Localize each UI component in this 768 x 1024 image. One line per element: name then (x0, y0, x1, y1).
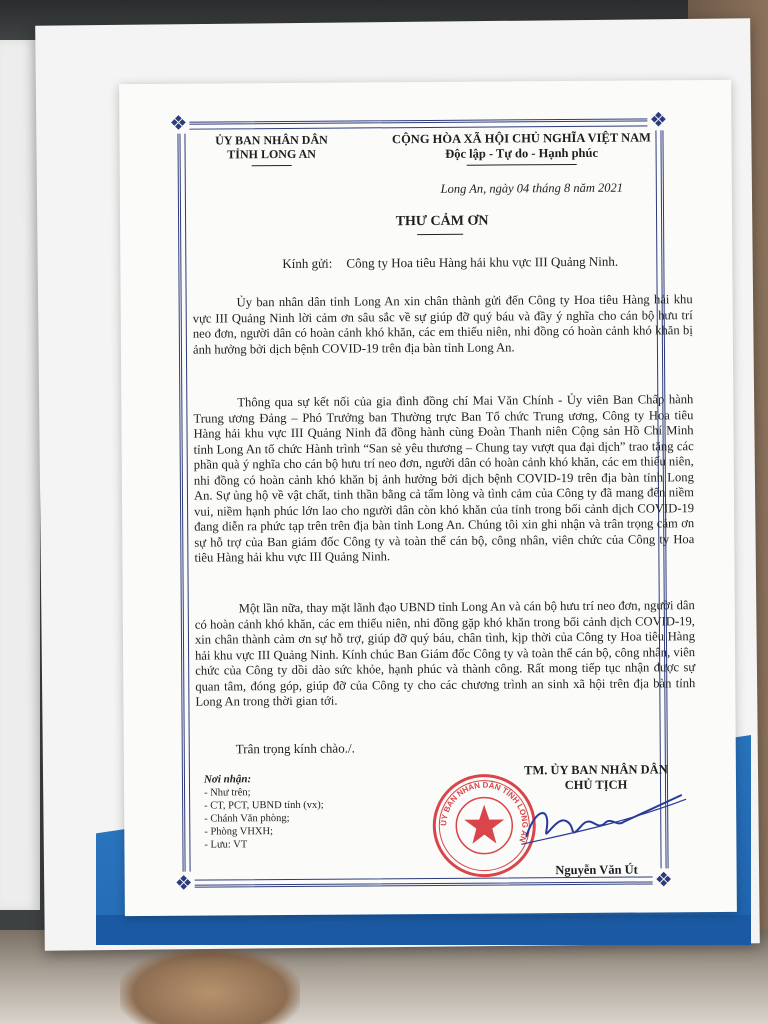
body-paragraph-1: Ủy ban nhân dân tỉnh Long An xin chân thành gửi đến Công ty Hoa tiêu Hàng hải khu vực III Quảng Ninh lời cảm ơn sâu sắc về sự giúp đỡ quý báu và đầy ý nghĩa cho cán bộ hưu trí neo đơn, người dân có hoàn cảnh khó khăn, các em thiếu niên, nhi đồng có hoàn cảnh khó khăn bị ảnh hưởng bởi dịch bệnh COVID-19 trên địa bàn tỉnh Long An. (192, 292, 693, 357)
recipient-item: - CT, PCT, UBND tỉnh (vx); (204, 799, 324, 812)
border-corner-ornament-icon: ❖ (647, 108, 669, 130)
recipient-item: - Chánh Văn phòng; (204, 812, 290, 825)
signature-title-line2: CHỦ TỊCH (564, 777, 628, 793)
greeting-recipient: Công ty Hoa tiêu Hàng hải khu vực III Quảng Ninh. (346, 253, 619, 271)
background-hand (120, 948, 300, 1024)
seal-text: ỦY BAN NHÂN DÂN TỈNH LONG AN (439, 780, 530, 844)
border-corner-ornament-icon: ❖ (167, 112, 189, 134)
letter-date: Long An, ngày 04 tháng 8 năm 2021 (440, 180, 624, 196)
body-paragraph-3: Một lần nữa, thay mặt lãnh đạo UBND tỉnh Long An và cán bộ hưu trí neo đơn, người dân có hoàn cảnh khó khăn, các em thiếu niên, nhi đồng gặp khó khăn trong bối cảnh dịch COVID-19, xin chân thành cảm ơn sự hỗ trợ, giúp đỡ quý báu, chân tình, kịp thời của Công ty Hoa tiêu Hàng hải khu vực III Quảng Ninh. Kính chúc Ban Giám đốc Công ty và toàn thể cán bộ, công nhân, viên chức của Công ty dồi dào sức khỏe, hạnh phúc và thành công. Rất mong tiếp tục nhận được sự quan tâm, đóng góp, giúp đỡ của Công ty cho các chương trình an sinh xã hội trên địa bàn tỉnh Long An trong thời gian tới. (194, 598, 696, 709)
closing-line: Trân trọng kính chào./. (235, 740, 355, 757)
recipient-item: - Phòng VHXH; (204, 826, 274, 838)
folder-blue-stripe (96, 915, 751, 945)
letter-title: THƯ CẢM ƠN (395, 213, 489, 230)
signer-name: Nguyễn Văn Út (555, 862, 638, 878)
body-paragraph-2: Thông qua sự kết nối của gia đình đồng chí Mai Văn Chính - Ủy viên Ban Chấp hành Trung ương Đảng – Phó Trưởng ban Thường trực Ban Tổ chức Trung ương, Công ty Hoa tiêu Hàng hải khu vực III Quảng Ninh đã đồng hành cùng Đoàn Thanh niên Cộng sản Hồ Chí Minh tỉnh Long An tổ chức Hành trình “San sẻ yêu thương – Chung tay vượt qua đại dịch” trao tặng các phần quà ý nghĩa cho cán bộ hưu trí neo đơn, người dân có hoàn cảnh khó khăn, các em thiếu niên, nhi đồng có hoàn cảnh khó khăn bị ảnh hưởng bởi dịch bệnh COVID-19 trên địa bàn tỉnh Long An. Sự ủng hộ về vật chất, tinh thần bằng cả tấm lòng và tình cảm của Công ty đã mang đến niềm vui, niềm hạnh phúc lớn lao cho người dân còn khó khăn của tỉnh trong bối cảnh dịch COVID-19 đang diễn ra phức tạp trên trên địa bàn tỉnh Long An. Chúng tôi xin ghi nhận và trân trọng cảm ơn sự hỗ trợ của Ban giám đốc Công ty và toàn thể cán bộ, công nhân, viên chức của Công ty Hoa tiêu Hàng hải khu vực III Quảng Ninh. (193, 392, 695, 565)
border-corner-ornament-icon: ❖ (653, 868, 675, 890)
agency-line2: TỈNH LONG AN (227, 146, 316, 162)
greeting-label: Kính gửi: (282, 255, 333, 272)
recipient-item: - Lưu: VT (204, 839, 248, 851)
nation-motto: Độc lập - Tự do - Hạnh phúc (445, 145, 599, 161)
recipients-heading: Nơi nhận: (203, 773, 252, 786)
folder-left-flap (0, 40, 40, 910)
nation-header (351, 130, 691, 166)
agency-header (191, 133, 351, 167)
handwritten-signature (496, 785, 696, 856)
nation-line1: CỘNG HÒA XÃ HỘI CHỦ NGHĨA VIỆT NAM (391, 130, 652, 147)
agency-line1: ỦY BAN NHÂN DÂN (215, 132, 328, 148)
recipient-item: - Như trên; (204, 787, 251, 799)
border-corner-ornament-icon: ❖ (173, 872, 195, 894)
greeting (282, 253, 702, 271)
recipients-list (204, 772, 405, 851)
letter-paper (119, 80, 737, 916)
signature-title-line1: TM. ỦY BAN NHÂN DÂN (524, 762, 668, 778)
